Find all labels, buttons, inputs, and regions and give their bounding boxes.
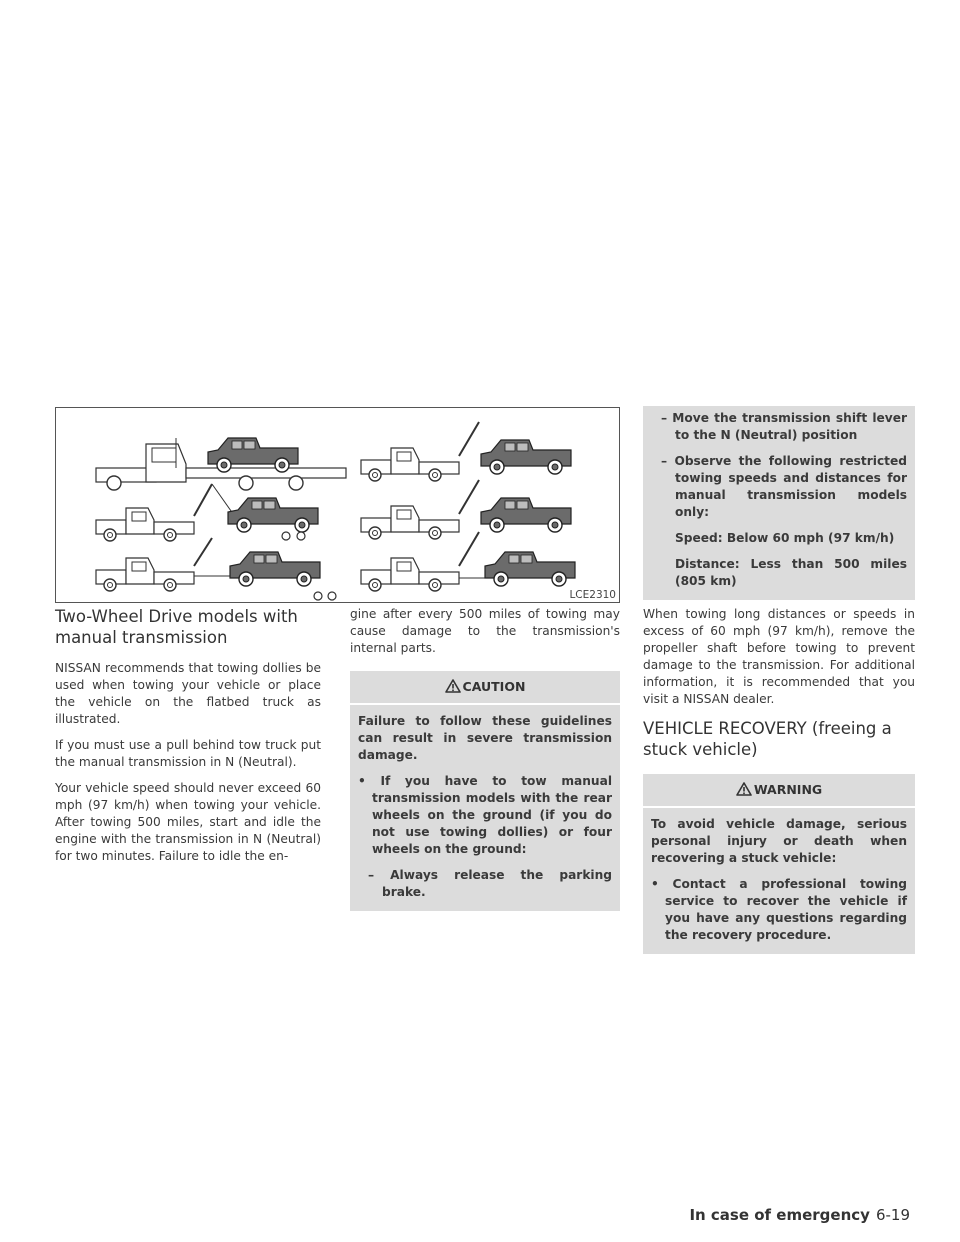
paragraph: When towing long distances or speeds in excess of 60 mph (97 km/h), remove the propeller shaft before towing to prevent damage to the transmission. For additional information, it is recommended that you visit a NISSAN dealer. [643,607,915,706]
caution-text: Failure to follow these guidelines can result in severe transmission damage. [358,714,612,762]
paragraph: Your vehicle speed should never exceed 60 mph (97 km/h) when towing your vehicle. After towing 500 miles, start and idle the engine with the transmission in N (Neutral) for two minutes. Failure to idle the en- [55,781,321,863]
caution-header [350,671,620,705]
section-heading: VEHICLE RECOVERY (freeing a stuck vehicle) [643,719,892,759]
flatbed-truck [96,438,346,490]
warning-box [643,774,915,954]
wheel-lift-tow-3 [361,532,575,591]
warning-header [643,774,915,808]
page-footer [689,1206,910,1224]
column-3 [643,406,915,960]
column-2 [350,606,620,917]
section-heading: Two-Wheel Drive models with manual transmission [55,607,298,647]
dolly-tow-truck-2 [96,538,336,600]
warning-text: To avoid vehicle damage, serious personal injury or death when recovering a stuck vehicle: [651,817,907,865]
warning-bullet: • Contact a professional towing service to recover the vehicle if you have any questions regarding the recovery procedure. [651,877,907,942]
towing-illustration [55,407,620,603]
dolly-tow-truck [96,484,318,541]
caution-bullet: • If you have to tow manual transmission models with the rear wheels on the ground (if you do not use towing dollies) or four wheels on the ground: [358,774,612,856]
paragraph: If you must use a pull behind tow truck put the manual transmission in N (Neutral). [55,738,321,769]
caution-dash: – Always release the parking brake. [368,868,612,899]
warning-triangle-icon [736,782,752,796]
caution-speed: Speed: Below 60 mph (97 km/h) [675,531,895,545]
paragraph: gine after every 500 miles of towing may cause damage to the transmission's internal parts. [350,607,620,655]
figure-code: LCE2310 [569,589,616,601]
page-number: 6-19 [875,1206,910,1224]
caution-box-continued [643,406,915,600]
towing-diagram [56,408,619,602]
wheel-lift-tow-1 [361,422,571,481]
footer-section: In case of emergency [689,1206,870,1224]
paragraph: NISSAN recommends that towing dollies be used when towing your vehicle or place the vehicle on the flatbed truck as illustrated. [55,661,321,726]
caution-dash: – Observe the following restricted towing speeds and distances for manual transmission models only: [661,454,907,519]
wheel-lift-tow-2 [361,480,571,539]
caution-distance: Distance: Less than 500 miles (805 km) [675,557,907,588]
caution-dash: – Move the transmission shift lever to the N (Neutral) position [661,411,907,442]
warning-title: WARNING [753,782,823,797]
warning-triangle-icon [445,679,461,693]
caution-title: CAUTION [462,679,526,694]
column-1 [55,606,321,874]
caution-box [350,671,620,911]
